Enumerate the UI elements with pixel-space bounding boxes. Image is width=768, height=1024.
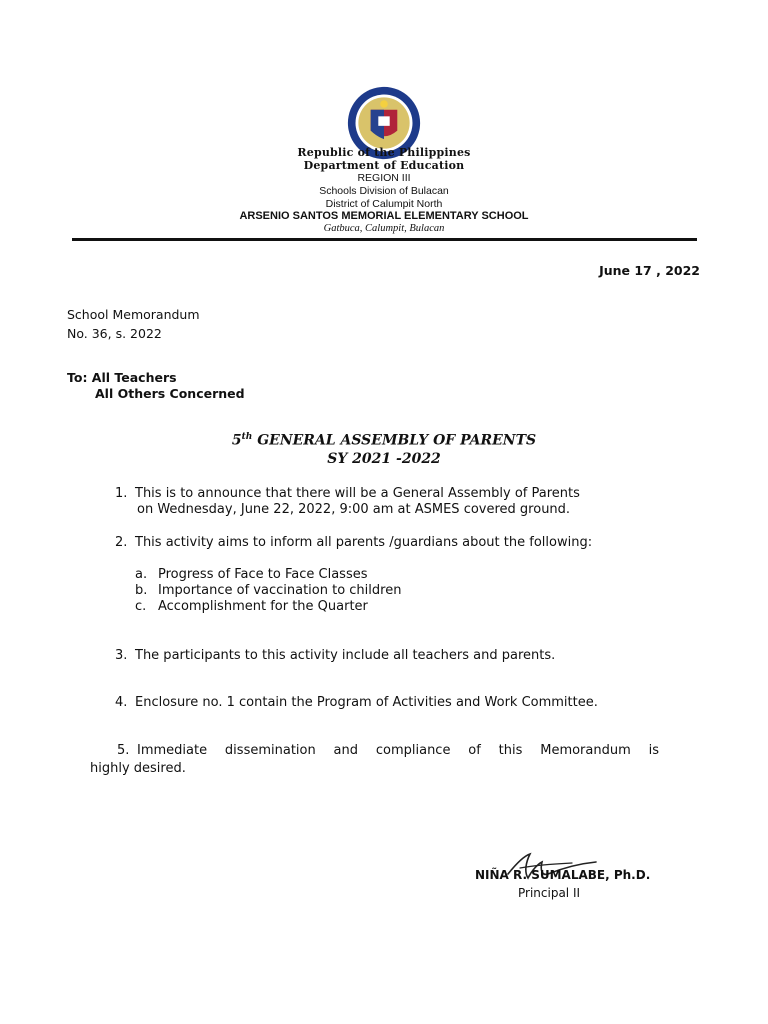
item-1-line2: on Wednesday, June 22, 2022, 9:00 am at ASMES covered ground. — [137, 502, 571, 517]
memo-label: School Memorandum — [67, 307, 200, 322]
item-2-line1: This activity aims to inform all parents /guardians about the following: — [135, 535, 593, 550]
item-2-number: 2. — [115, 535, 128, 550]
subitem-b-letter: b. — [135, 583, 148, 598]
department-line: Department of Education — [303, 159, 465, 172]
title-line1: GENERAL ASSEMBLY OF PARENTS — [252, 432, 537, 449]
signatory-name: NIÑA R. SUMALABE, Ph.D. — [475, 868, 651, 882]
item-1-line1: This is to announce that there will be a General Assembly of Parents — [135, 486, 580, 501]
item-3-line1: The participants to this activity include all teachers and parents. — [135, 648, 556, 663]
subitem-a-text: Progress of Face to Face Classes — [158, 567, 368, 582]
item-5-line2: highly desired. — [90, 761, 186, 776]
header-divider — [72, 238, 697, 241]
memo-title-sy: SY 2021 -2022 — [327, 451, 441, 467]
subitem-c-text: Accomplishment for the Quarter — [158, 599, 368, 614]
item-3-number: 3. — [115, 648, 128, 663]
school-address: Gatbuca, Calumpit, Bulacan — [323, 223, 445, 234]
item-4-line1: Enclosure no. 1 contain the Program of Activities and Work Committee. — [135, 695, 598, 710]
title-ordinal: 5 — [231, 432, 242, 449]
memo-date: June 17 , 2022 — [599, 263, 700, 278]
district-line: District of Calumpit North — [325, 198, 443, 210]
division-line: Schools Division of Bulacan — [319, 185, 449, 197]
region-line: REGION III — [357, 172, 411, 184]
memo-title — [0, 432, 768, 449]
item-5-line1: Immediate dissemination and compliance of this Memorandum is — [137, 743, 659, 758]
memo-to: To: All Teachers — [67, 370, 177, 385]
item-5-number: 5. — [117, 743, 130, 758]
school-name: ARSENIO SANTOS MEMORIAL ELEMENTARY SCHOOL — [239, 210, 529, 222]
subitem-c-letter: c. — [135, 599, 147, 614]
subitem-b-text: Importance of vaccination to children — [158, 583, 402, 598]
title-ordinal-suffix: th — [241, 432, 253, 442]
signatory-position: Principal II — [518, 886, 581, 900]
item-1-number: 1. — [115, 486, 128, 501]
republic-line: Republic of the Philippines — [297, 146, 471, 159]
memo-number: No. 36, s. 2022 — [67, 326, 162, 341]
subitem-a-letter: a. — [135, 567, 148, 582]
memo-to-others: All Others Concerned — [95, 386, 245, 401]
item-4-number: 4. — [115, 695, 128, 710]
